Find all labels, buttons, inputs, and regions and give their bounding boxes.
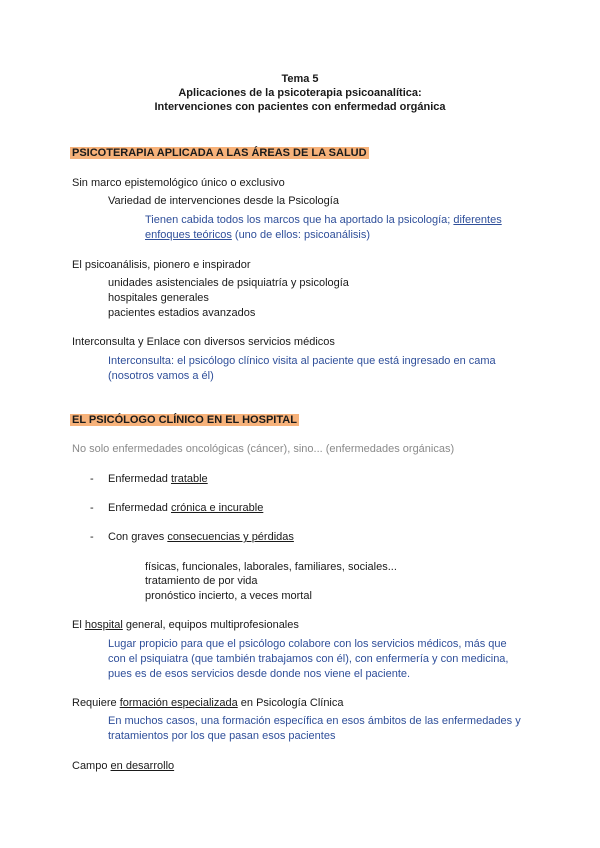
paragraph: El psicoanálisis, pionero e inspirador bbox=[72, 259, 251, 271]
sub-paragraph: Variedad de intervenciones desde la Psicología bbox=[108, 195, 339, 207]
note-line: pues es de esos servicios desde donde nos viene el paciente. bbox=[108, 668, 411, 680]
paragraph: Interconsulta y Enlace con diversos servicios médicos bbox=[72, 336, 335, 348]
list-item: tratamiento de por vida bbox=[145, 575, 258, 587]
bullet-mark: - bbox=[90, 531, 94, 543]
doc-title: Tema 5 bbox=[281, 73, 319, 85]
list-item: pacientes estadios avanzados bbox=[108, 307, 256, 319]
note-line: tratamientos por los que pasan esos pacientes bbox=[108, 730, 336, 742]
list-item: pronóstico incierto, a veces mortal bbox=[145, 590, 312, 602]
bullet-mark: - bbox=[90, 473, 94, 485]
note-line: (nosotros vamos a él) bbox=[108, 370, 214, 382]
section-heading-hospital: EL PSICÓLOGO CLÍNICO EN EL HOSPITAL bbox=[72, 414, 297, 426]
bullet-item: Con graves consecuencias y pérdidas bbox=[108, 531, 294, 543]
paragraph: Requiere formación especializada en Psicología Clínica bbox=[72, 697, 344, 709]
list-item: físicas, funcionales, laborales, familiares, sociales... bbox=[145, 561, 397, 573]
note-line: con el psiquiatra (que también trabajamos con él), con enfermería y con medicina, bbox=[108, 653, 509, 665]
bullet-mark: - bbox=[90, 502, 94, 514]
section-heading-health: PSICOTERAPIA APLICADA A LAS ÁREAS DE LA SALUD bbox=[72, 147, 367, 159]
note-line: En muchos casos, una formación específica en esos ámbitos de las enfermedades y bbox=[108, 715, 521, 727]
bullet-item: Enfermedad tratable bbox=[108, 473, 208, 485]
paragraph: Campo en desarrollo bbox=[72, 760, 175, 772]
bullet-item: Enfermedad crónica e incurable bbox=[108, 502, 264, 514]
list-item: hospitales generales bbox=[108, 292, 209, 304]
note-line: enfoques teóricos (uno de ellos: psicoanálisis) bbox=[145, 229, 371, 241]
intro-line: No solo enfermedades oncológicas (cáncer), sino... (enfermedades orgánicas) bbox=[72, 443, 455, 455]
paragraph: El hospital general, equipos multiprofesionales bbox=[72, 619, 299, 631]
note-line: Tienen cabida todos los marcos que ha aportado la psicología; diferentes bbox=[145, 214, 502, 226]
note-line: Lugar propicio para que el psicólogo colabore con los servicios médicos, más que bbox=[108, 638, 507, 650]
list-item: unidades asistenciales de psiquiatría y psicología bbox=[108, 277, 349, 289]
doc-subtitle-2: Intervenciones con pacientes con enfermedad orgánica bbox=[154, 101, 446, 113]
paragraph: Sin marco epistemológico único o exclusivo bbox=[72, 177, 285, 189]
doc-subtitle: Aplicaciones de la psicoterapia psicoanalítica: bbox=[178, 87, 422, 99]
note-line: Interconsulta: el psicólogo clínico visita al paciente que está ingresado en cama bbox=[108, 355, 496, 367]
